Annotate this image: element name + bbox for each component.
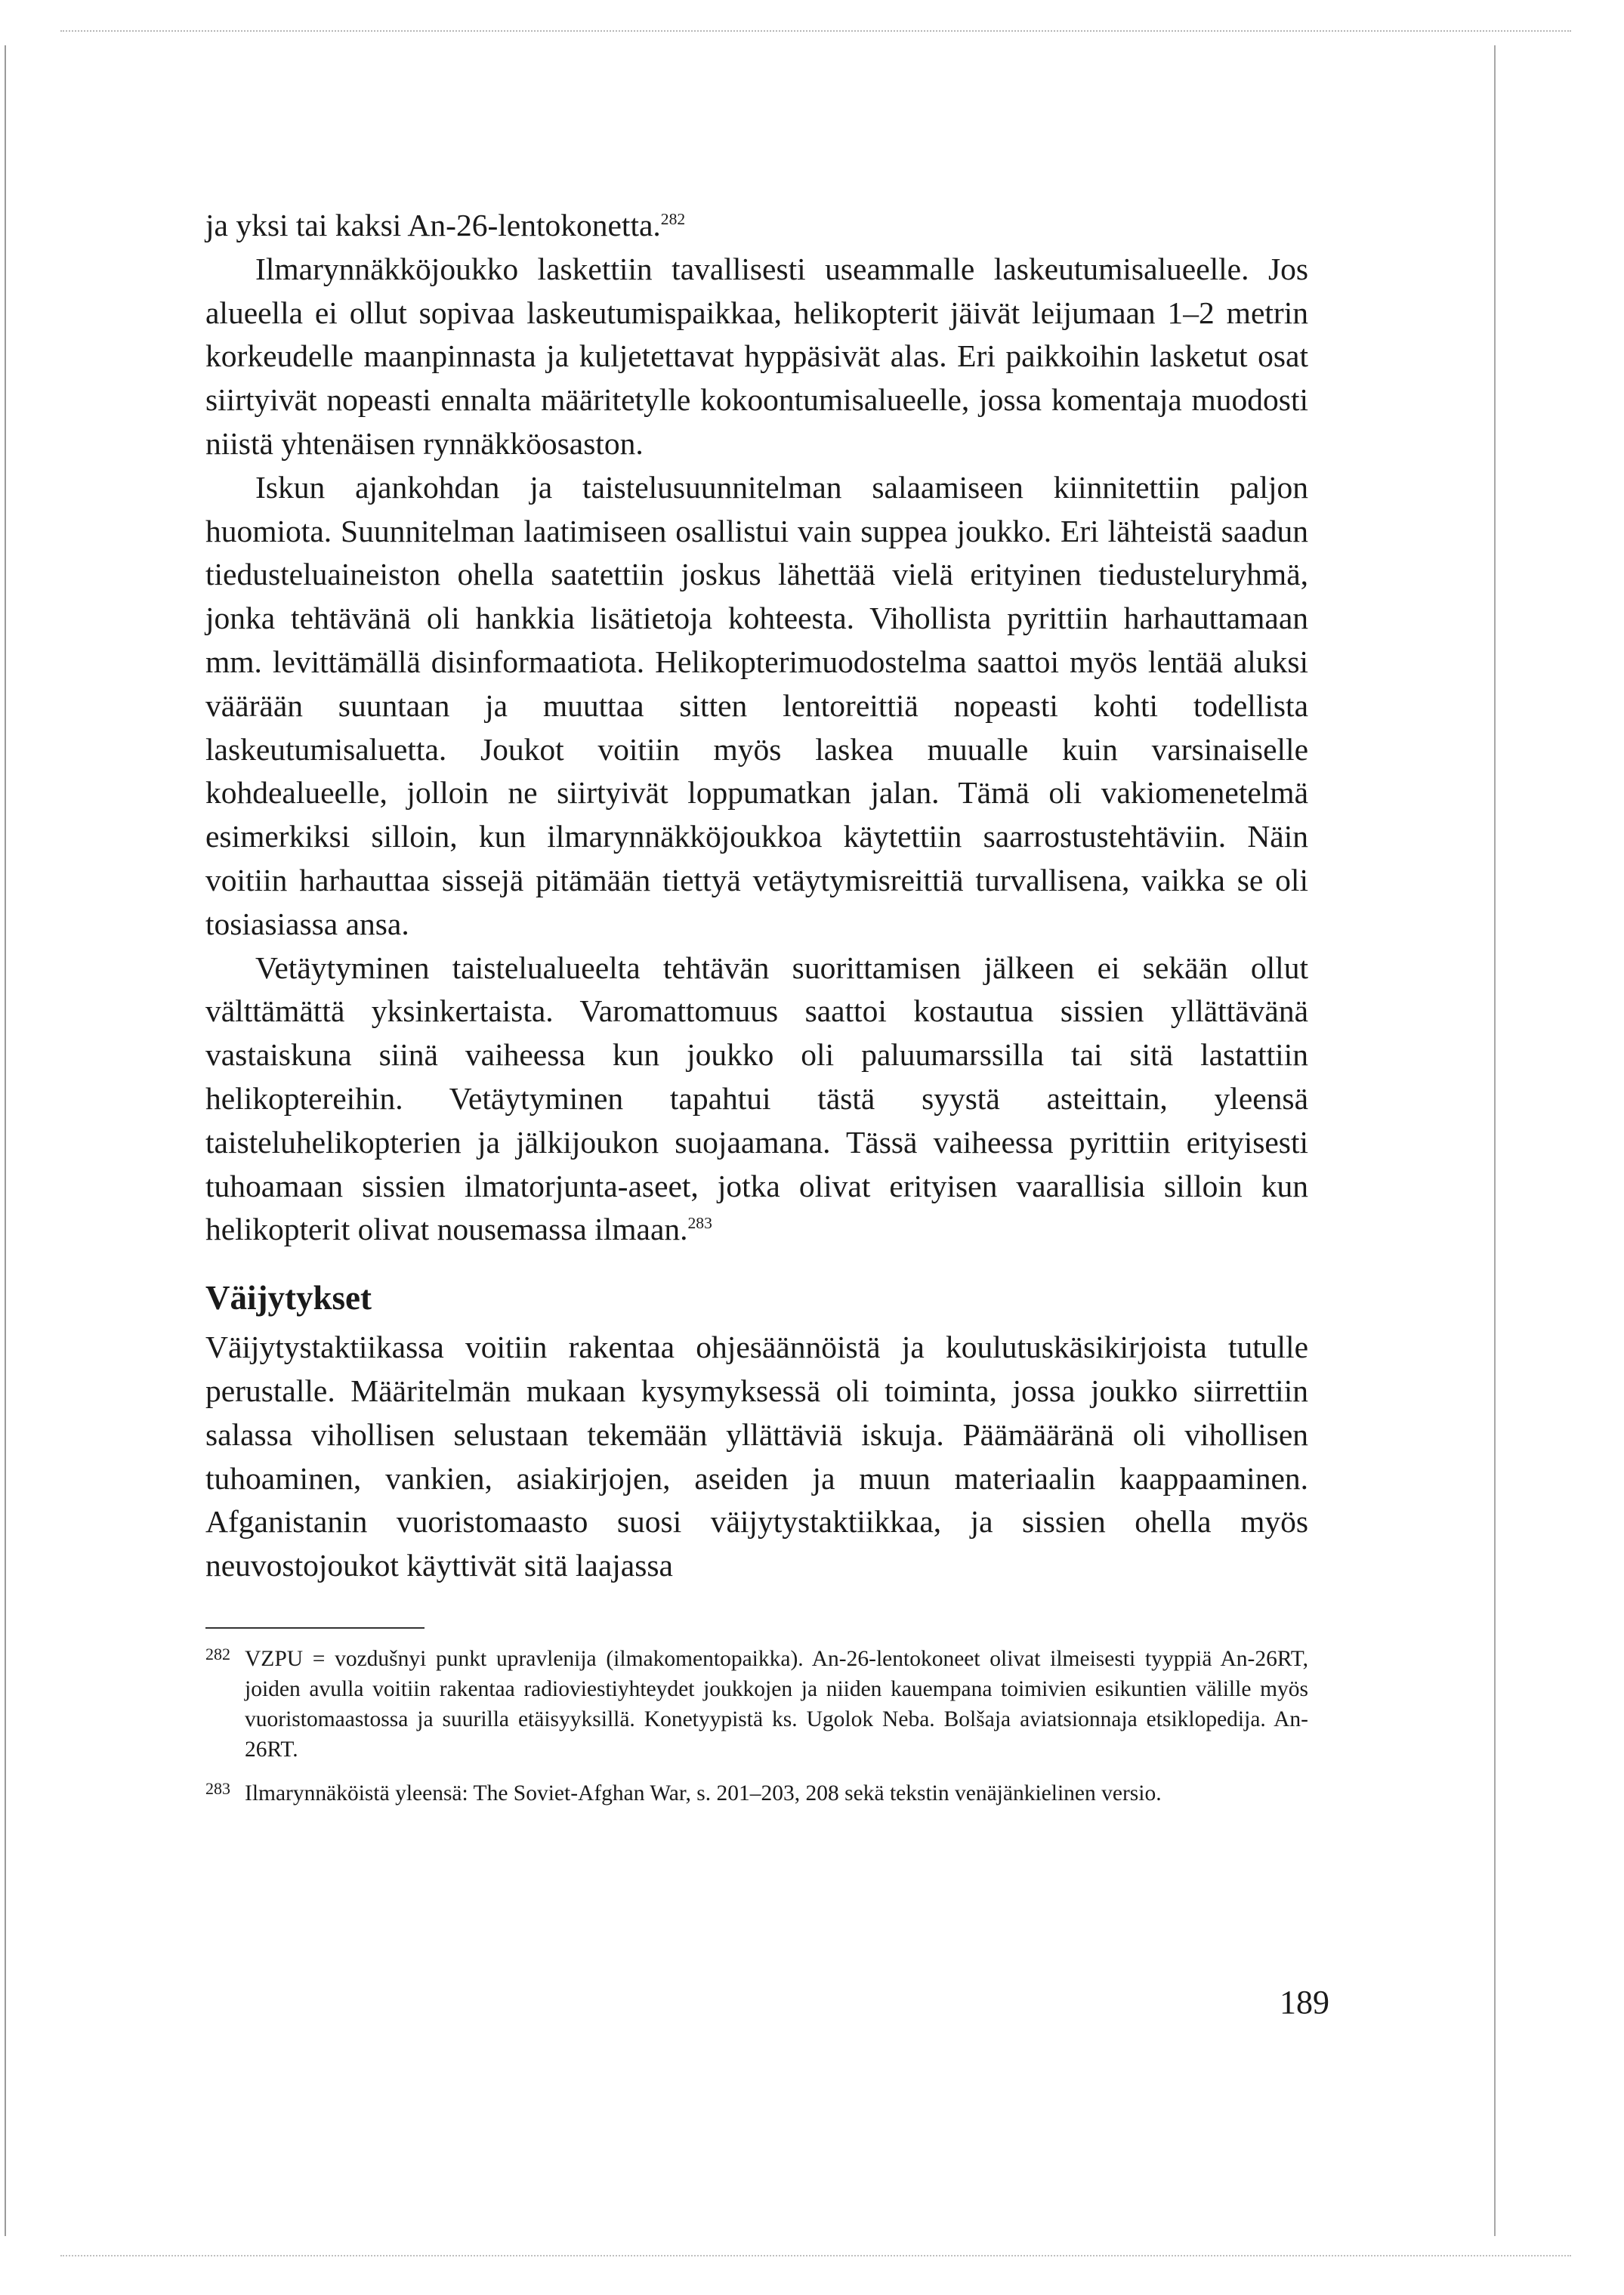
scan-border-left bbox=[5, 45, 6, 2236]
footnote-ref-283[interactable]: 283 bbox=[687, 1214, 712, 1233]
footnote-text: Ilmarynnäköistä yleensä: The Soviet-Afghan War, s. 201–203, 208 sekä tekstin venäjänkielinen versio. bbox=[245, 1781, 1162, 1805]
page-number: 189 bbox=[1280, 1984, 1329, 2021]
scan-border-right bbox=[1494, 45, 1496, 2236]
paragraph-3: Iskun ajankohdan ja taistelusuunnitelman salaamiseen kiinnitettiin paljon huomiota. Suunnitelman laatimiseen osallistui vain suppea joukko. Eri lähteistä saadun tiedusteluaineiston ohella saatettiin joskus lähettää vielä erityinen tiedusteluryhmä, jonka tehtävänä oli hankkia lisätietoja kohteesta. Vihollista pyrittiin harhauttamaan mm. levittämällä disinformaatiota. Helikopterimuodostelma saattoi myös lentää aluksi väärään suuntaan ja muuttaa sitten lentoreittiä nopeasti kohti todellista laskeutumisaluetta. Joukot voitiin myös laskea muualle kuin varsinaiselle kohdealueelle, jolloin ne siirtyivät loppumatkan jalan. Tämä oli vakiomenetelmä esimerkiksi silloin, kun ilmarynnäkköjoukkoa käytettiin saarrostustehtäviin. Näin voitiin harhauttaa sissejä pitämään tiettyä vetäytymisreittiä turvallisena, vaikka se oli tosiasiassa ansa. bbox=[205, 469, 1308, 941]
paragraph-2: Ilmarynnäkköjoukko laskettiin tavallisesti useammalle laskeutumisalueelle. Jos alueella ei ollut sopivaa laskeutumispaikkaa, helikopterit jäivät leijumaan 1–2 metrin korkeudelle maanpinnasta ja kuljetettavat hyppäsivät alas. Eri paikkoihin lasketut osat siirtyivät nopeasti ennalta määritetylle kokoontumisalueelle, jossa komentaja muodosti niistä yhtenäisen rynnäkköosaston. bbox=[205, 251, 1308, 461]
paragraph-4: Vetäytyminen taistelualueelta tehtävän suorittamisen jälkeen ei sekään ollut välttämättä yksinkertaista. Varomattomuus saattoi kostautua sissien yllättävänä vastaiskuna siinä vaiheessa kun joukko oli paluumarssilla tai sitä lastattiin helikoptereihin. Vetäytyminen tapahtui tästä syystä asteittain, yleensä taisteluhelikopterien ja jälkijoukon suojaamana. Tässä vaiheessa pyrittiin erityisesti tuhoamaan sissien ilmatorjunta-aseet, jotka olivat erityisen vaarallisia silloin kun helikopterit olivat nousemassa ilmaan.$^{283}$ bbox=[205, 950, 1308, 1247]
page-content bbox=[205, 204, 1308, 1822]
footnotes bbox=[205, 1644, 1308, 1809]
footnote-divider bbox=[205, 1627, 425, 1629]
body-text bbox=[205, 204, 1308, 1588]
scan-border-bottom bbox=[60, 2255, 1571, 2256]
paragraph-1: ja yksi tai kaksi An-26-lentokonetta.$^{282}$ bbox=[205, 208, 686, 242]
footnote-ref-282[interactable]: 282 bbox=[660, 210, 686, 229]
scan-border-top bbox=[60, 30, 1571, 32]
footnote-282 bbox=[205, 1644, 1308, 1765]
section-heading: Väijytykset bbox=[205, 1279, 372, 1317]
footnote-number: 283 bbox=[205, 1778, 230, 1798]
footnote-number: 282 bbox=[205, 1644, 230, 1663]
section-paragraph: Väijytystaktiikassa voitiin rakentaa ohjesäännöistä ja koulutuskäsikirjoista tutulle perustalle. Määritelmän mukaan kysymyksessä oli toiminta, jossa joukko siirrettiin salassa vihollisen selustaan tekemään yllättäviä iskuja. Päämääränä oli vihollisen tuhoaminen, vankien, asiakirjojen, aseiden ja muun materiaalin kaappaaminen. Afganistanin vuoristomaasto suosi väijytystaktiikkaa, ja sissien ohella myös neuvostojoukot käyttivät sitä laajassa bbox=[205, 1330, 1308, 1583]
footnote-283 bbox=[205, 1778, 1308, 1809]
footnote-text: VZPU = vozdušnyi punkt upravlenija (ilmakomentopaikka). An-26-lentokoneet olivat ilmeisesti tyyppiä An-26RT, joiden avulla voitiin rakentaa radioviestiyhteydet joukkojen ja niiden kauempana toimivien esikuntien välille myös vuoristomaastossa ja suurilla etäisyyksillä. Konetyypistä ks. Ugolok Neba. Bolšaja aviatsionnaja etsiklopedija. An-26RT. bbox=[245, 1646, 1308, 1762]
